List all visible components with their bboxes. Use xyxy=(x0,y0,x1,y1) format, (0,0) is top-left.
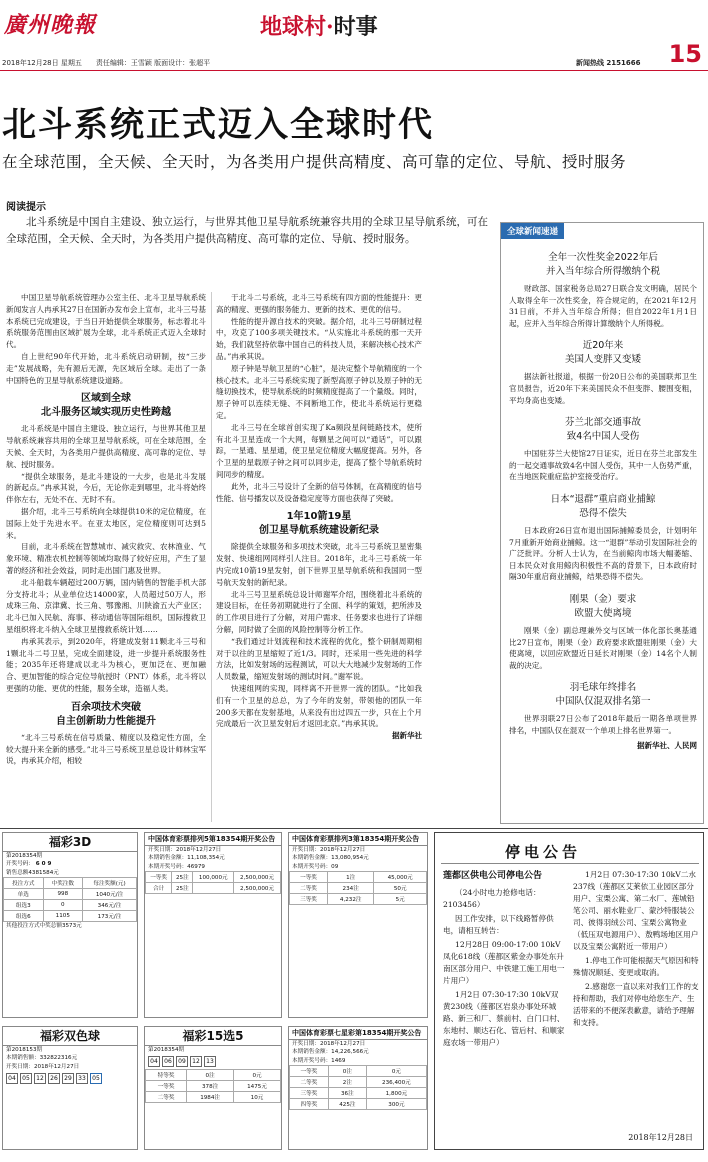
table-cell: 5元 xyxy=(374,894,427,905)
mid-rule xyxy=(0,828,708,829)
newspaper-logo: 廣州晚報 xyxy=(4,12,97,38)
table-row xyxy=(4,889,137,900)
lottery-title: 福彩3D xyxy=(3,833,137,852)
table-cell: 234注 xyxy=(328,883,374,894)
lottery-line: 开奖日期：2018年12月27日 xyxy=(292,1041,366,1047)
section-heading-line: 1年10箭19星 xyxy=(286,511,352,523)
brief-heading-line: 并入当年综合所得缴纳个税 xyxy=(545,266,660,277)
table-cell: 0注 xyxy=(187,1070,234,1081)
section-heading xyxy=(216,510,422,538)
news-brief-list xyxy=(509,251,697,751)
table-cell: 1105 xyxy=(43,911,83,922)
brief-heading-line: 美国人变胖又变矮 xyxy=(564,354,641,366)
table-cell: 2,500,000元 xyxy=(234,872,281,883)
brief-heading xyxy=(509,493,697,521)
date-editor-line: 2018年12月28日 星期五 责任编辑：王雪颖 版面设计：张超平 xyxy=(2,59,211,67)
table-cell: 三等奖 xyxy=(290,894,328,905)
paragraph: 2.感谢您一直以来对我们工作的支持和帮助，我们对停电给您生产、生活带来的不便深表歉意，请给予理解和支持。 xyxy=(573,982,699,1027)
lottery-line: 开奖日期：2018年12月27日 xyxy=(148,847,222,853)
lottery-line: 本期开奖号码：46979 xyxy=(148,863,205,870)
section-title xyxy=(260,10,378,41)
lottery-p3 xyxy=(288,832,428,1018)
table-row xyxy=(4,900,137,911)
brief-heading xyxy=(509,593,697,621)
notice-divider xyxy=(441,863,699,864)
lottery-ball: 29 xyxy=(62,1073,74,1084)
article-column-2 xyxy=(216,292,422,822)
table-cell: 一等奖 xyxy=(146,872,172,883)
table-cell: 组选6 xyxy=(4,911,44,922)
lottery-table xyxy=(145,871,281,894)
section-title-part-b: 时事 xyxy=(333,14,378,40)
brief-heading-line: 芬兰北部交通事故 xyxy=(564,417,641,429)
brief-heading-line: 刚果（金）要求 xyxy=(569,593,637,605)
lottery-ball: 04 xyxy=(6,1073,18,1084)
table-row xyxy=(146,1081,281,1092)
section-heading xyxy=(6,392,206,420)
paragraph: “提供全球服务，是北斗建设的一大步，也是北斗发展的新起点。”冉承其说，今后，无论你走到哪里，北斗将始终伴你左右，无处不在、无时不有。 xyxy=(6,471,206,505)
table-cell: 二等奖 xyxy=(290,1077,329,1088)
paragraph: 据介绍，北斗三号系统向全球提供10米的定位精度，在国际上处于先进水平。在亚太地区，定位精度则可达到5米。 xyxy=(6,506,206,540)
paragraph: 快速组网的实现，同样离不开世界一流的团队。“比如我们有一个卫星的总总，为了今年的发射，带领他的团队一年200多天都在发射基地，从来没有出过四五一步，只在上个月完成最后一次卫星发射后才返回北京。”冉承其说。 xyxy=(216,683,422,729)
lottery-line: 本期销售金额：11,108,354元 xyxy=(148,855,225,862)
table-header: 中奖注数 xyxy=(43,878,83,889)
brief-heading-line: 恐得不偿失 xyxy=(579,507,627,519)
table-header: 投注方式 xyxy=(4,878,44,889)
lottery-title: 中国体育彩票七星彩第18354期开奖公告 xyxy=(289,1027,427,1040)
lottery-title: 福彩15选5 xyxy=(145,1027,281,1046)
table-cell: 0 xyxy=(43,900,83,911)
brief-heading-line: 日本“退群”重启商业捕鲸 xyxy=(550,493,656,505)
table-cell xyxy=(193,883,234,894)
table-cell: 1,800元 xyxy=(366,1088,426,1099)
section-heading-line: 自主创新助力性能提升 xyxy=(56,715,156,727)
lottery-table xyxy=(289,1065,427,1110)
lottery-table xyxy=(3,877,137,922)
lottery-15x5 xyxy=(144,1026,282,1150)
paragraph: 1月2日 07:30-17:30 10kV二水237线（莲都区艾莱依工业园区部分用户、宝栗公寓、第二水厂、莲城铅笔公司、丽水鞋业厂、蒙沙特服装公司、彼得羽绒公司、宝栗公寓物业（低压双电源用户）、敖鸭场地区用户以及宝栗公寓附近一带用户） xyxy=(573,870,699,951)
lottery-line: 销售总额4381584元 xyxy=(6,869,59,876)
brief-credit: 据新华社、人民网 xyxy=(637,741,697,751)
table-cell: 0元 xyxy=(234,1070,281,1081)
table-cell: 378注 xyxy=(187,1081,234,1092)
article-credit: 据新华社 xyxy=(392,731,422,741)
winning-number: 6 0 9 xyxy=(35,861,52,868)
column-divider xyxy=(211,292,212,822)
table-cell: 998 xyxy=(43,889,83,900)
ball-row xyxy=(3,1071,137,1086)
table-header: 每注奖额(元) xyxy=(83,878,137,889)
lottery-title: 中国体育彩票排列5第18354期开奖公告 xyxy=(145,833,281,846)
brief-heading-line: 近20年来 xyxy=(582,340,624,352)
brief-heading xyxy=(509,416,697,444)
table-cell: 一等奖 xyxy=(290,1066,329,1077)
paragraph: 冉承其表示，到2020年，将建成发射11颗北斗三号和1颗北斗二号卫星，完成全面建设，进一步提升系统服务性能；2035年还将建成以北斗为核心，更加泛在、更加融合、更加智能的综合定位导航授时（PNT）体系，北斗将以更强的功能、更优的性能，服务全球，造福人类。 xyxy=(6,636,206,693)
table-row xyxy=(290,1099,427,1110)
paragraph: “北斗三号系统在信号质量、精度以及稳定性方面，全较大提升来全新的感受。”北斗三号系统卫星总设计师林宝军说，冉承其介绍，相较 xyxy=(6,732,206,766)
table-cell: 236,400元 xyxy=(366,1077,426,1088)
table-cell: 100,000元 xyxy=(193,872,234,883)
table-cell: 1注 xyxy=(328,872,374,883)
lottery-line: 第2018354期 xyxy=(148,1047,185,1053)
table-cell: 组选3 xyxy=(4,900,44,911)
table-cell: 合计 xyxy=(146,883,172,894)
paragraph: 除提供全球服务和多项技术突破，北斗三号系统卫星密集发射、快速组网同样引人注目。2018年，北斗三号系统一年内完成10箭19星发射，创下世界卫星导航系统和我国同一型号航天发射的新纪录。 xyxy=(216,542,422,587)
section-heading-line: 创卫星导航系统建设新纪录 xyxy=(259,525,379,537)
notice-column-right xyxy=(573,869,699,1031)
table-cell: 2,500,000元 xyxy=(234,883,281,894)
paragraph: 自上世纪90年代开始，北斗系统启动研制，按“三步走”发展战略，先有源后无源，先区域后全球。走出了一条中国特色的卫星导航系统建设道路。 xyxy=(6,351,206,385)
brief-heading-line: 羽毛球年终排名 xyxy=(569,682,637,694)
table-cell: 173元/注 xyxy=(83,911,137,922)
brief-body: 财政部、国家税务总局27日联合发文明确，居民个人取得全年一次性奖金，符合规定的，在2021年12月31日前，不并入当年综合所得；但自2022年1月1日起，应并入当年综合所得计算缴纳个人所得税。 xyxy=(509,284,697,328)
brief-heading-line: 中国队仅混双排名第一 xyxy=(555,696,651,708)
table-cell: 一等奖 xyxy=(146,1081,187,1092)
table-row xyxy=(290,1088,427,1099)
section-heading-line: 北斗服务区域实现历史性跨越 xyxy=(41,407,171,419)
ball-row xyxy=(145,1054,281,1069)
table-cell: 1475元 xyxy=(234,1081,281,1092)
table-cell: 三等奖 xyxy=(290,1088,329,1099)
headline: 北斗系统正式迈入全球时代 xyxy=(2,105,434,145)
page-number: 15 xyxy=(668,40,702,68)
lottery-line: 第2018153期 xyxy=(6,1047,43,1053)
lottery-ball-blue: 05 xyxy=(90,1073,102,1084)
lottery-fc3d xyxy=(2,832,138,1018)
digest-label: 阅读提示 xyxy=(6,202,46,213)
news-brief-tag: 全球新闻速递 xyxy=(501,223,564,239)
table-cell: 一等奖 xyxy=(290,872,328,883)
table-cell: 二等奖 xyxy=(290,883,328,894)
table-cell: 2注 xyxy=(328,1077,366,1088)
table-row xyxy=(4,911,137,922)
table-cell: 0元 xyxy=(366,1066,426,1077)
table-cell: 四等奖 xyxy=(290,1099,329,1110)
table-cell: 1984注 xyxy=(187,1092,234,1103)
table-cell: 单选 xyxy=(4,889,44,900)
table-cell: 0注 xyxy=(328,1066,366,1077)
brief-body: 日本政府26日宣布退出国际捕鲸委员会，计划明年7月重新开始商业捕鲸。这一“退群”举动引发国际社会的广泛批评。分析人士认为，在当前鲸肉市场大幅萎缩、日本民众对食用鲸肉积极性不高的背景下，日本政府时隔30年重启商业捕鲸，结果恐得不偿失。 xyxy=(509,525,697,582)
table-cell: 346元/注 xyxy=(83,900,137,911)
table-row xyxy=(290,883,427,894)
lottery-line: 本期销售额：332822316元 xyxy=(6,1055,78,1062)
lottery-line-label: 开奖号码： xyxy=(6,861,34,868)
table-cell: 300元 xyxy=(366,1099,426,1110)
lottery-footer: 其他投注方式中奖总额3573元 xyxy=(6,923,82,930)
lottery-line: 本期开奖号码：1469 xyxy=(292,1057,346,1064)
table-cell: 45,000元 xyxy=(374,872,427,883)
section-heading xyxy=(6,701,206,729)
lottery-ball: 33 xyxy=(76,1073,88,1084)
news-brief-box xyxy=(500,222,704,824)
table-cell: 25注 xyxy=(172,872,193,883)
lottery-line: 本期销售金额：13,080,954元 xyxy=(292,855,369,862)
brief-body: 世界羽联27日公布了2018年最后一期各单项世界排名，中国队仅在混双一个单项上排名世界第一。 xyxy=(509,714,697,735)
brief-body: 中国驻芬兰大使馆27日证实，近日在芬兰北部发生的一起交通事故致4名中国人受伤，其中一人伤势严重，在当地医院重症监护室接受治疗。 xyxy=(509,449,697,482)
paragraph: 北斗三号在全球首创实现了Ka频段星间链路技术，使所有北斗卫星连成一个大网，每颗星之间可以“通话”，可以跟踪，一星通、星星通，使卫星定位精度大幅度提高。另外，各个卫星的星载原子钟之间可以同步走，提高了整个导航系统时间同步的精度。 xyxy=(216,422,422,479)
brief-heading-line: 全年一次性奖金2022年后 xyxy=(548,252,658,263)
lottery-line: 开奖日期：2018年12月27日 xyxy=(292,847,366,853)
paragraph: 此外，北斗三号设计了全新的信号体制，在高精度的信号性能、信号播发以及设备稳定度等方面也获得了突破。 xyxy=(216,481,422,503)
lottery-ball: 09 xyxy=(176,1056,188,1067)
paragraph: 目前，北斗系统在智慧城市、减灾救灾、农林渔业、气象环境、精准农机控制等领域均取得了较好应用，产生了显著的经济和社会效益，同时走出国门惠及世界。 xyxy=(6,542,206,575)
lottery-table xyxy=(145,1069,281,1103)
table-cell: 二等奖 xyxy=(146,1092,187,1103)
lottery-line: 本期销售金额：14,226,566元 xyxy=(292,1049,369,1056)
table-row xyxy=(290,894,427,905)
digest-text: 北斗系统是中国自主建设、独立运行，与世界其他卫星导航系统兼容共用的全球卫星导航系统，可在全球范围，全天候、全天时，为各类用户提供高精度、高可靠的定位、导航、授时服务。 xyxy=(6,216,488,245)
article-column-1 xyxy=(6,292,206,822)
table-cell: 425注 xyxy=(328,1099,366,1110)
lottery-ball: 04 xyxy=(148,1056,160,1067)
table-cell: 10元 xyxy=(234,1092,281,1103)
table-cell: 36注 xyxy=(328,1088,366,1099)
table-cell: 25注 xyxy=(172,883,193,894)
notice-column-left xyxy=(443,869,565,1051)
table-row xyxy=(290,1066,427,1077)
lottery-line xyxy=(3,860,137,868)
paragraph: 原子钟是导航卫星的“心脏”，是决定整个导航精度的一个核心技术。北斗三号系统实现了新型高原子钟以及原子钟的无缝切换技术，使导航系统的时频精度提高了一个量级。同时，原子钟可以连续无缝、不间断地工作，使北斗系统运行更稳定。 xyxy=(216,363,422,420)
brief-heading xyxy=(509,681,697,709)
paragraph: “我们通过计划流程和技术流程的优化，整个研制周期相对于以往的卫星缩短了近1/3。同时，还采用一些先进的科学方法，比如发射场的远程测试，可以大大地减少发射场的工作人员数量，缩短发射场的测试时间。”谢军说。 xyxy=(216,636,422,682)
lottery-ball: 05 xyxy=(20,1073,32,1084)
brief-heading-line: 致4名中国人受伤 xyxy=(566,431,640,443)
table-cell: 4,232注 xyxy=(328,894,374,905)
table-header-row xyxy=(4,878,137,889)
power-outage-notice xyxy=(434,832,704,1150)
table-cell: 1040元/注 xyxy=(83,889,137,900)
lottery-ball: 12 xyxy=(34,1073,46,1084)
paragraph: 中国卫星导航系统管理办公室主任、北斗卫星导航系统新闻发言人冉承其27日在国新办发布会上宣布，北斗三号基本系统已完成建设，于当日开始提供全球服务，标志着北斗系统服务范围由区域扩展为全球，北斗系统正式迈入全球时代。 xyxy=(6,293,206,350)
news-hotline: 新闻热线 2151666 xyxy=(576,59,641,67)
lottery-qxc xyxy=(288,1026,428,1150)
table-row xyxy=(290,872,427,883)
brief-body: 据法新社报道，根据一份20日公布的美国联邦卫生官员报告，近20年下来美国民众不但变胖、腰围变粗，平均身高也变矮。 xyxy=(509,372,697,405)
paragraph: 因工作安排，以下线路暂停供电，请相互转告： xyxy=(443,914,554,935)
lottery-table xyxy=(289,871,427,905)
lottery-line: 第2018354期 xyxy=(6,853,43,859)
paragraph: 于北斗二号系统，北斗三号系统有四方面的性能提升：更高的精度、更强的服务能力、更新的技术、更优的信号。 xyxy=(216,293,422,314)
table-row xyxy=(146,883,281,894)
brief-heading xyxy=(509,251,697,279)
lottery-ball: 06 xyxy=(162,1056,174,1067)
paragraph: 北斗系统是中国自主建设、独立运行，与世界其他卫星导航系统兼容共用的全球卫星导航系统，可在全球范围，全天候、全天时，为各类用户提供高精度、高可靠的定位、导航、授时服务。 xyxy=(6,424,206,469)
brief-heading xyxy=(509,339,697,367)
section-title-part-a: 地球村· xyxy=(260,14,334,40)
lottery-ball: 12 xyxy=(190,1056,202,1067)
lottery-title: 中国体育彩票排列3第18354期开奖公告 xyxy=(289,833,427,846)
lottery-title: 福彩双色球 xyxy=(3,1027,137,1046)
brief-heading-line: 欧盟大使离境 xyxy=(574,607,632,619)
table-row xyxy=(146,1092,281,1103)
subheadline: 在全球范围，全天候、全天时，为各类用户提供高精度、高可靠的定位、导航、授时服务 xyxy=(2,153,627,171)
notice-org: 莲都区供电公司停电公告 xyxy=(443,871,543,881)
notice-title: 停电公告 xyxy=(505,843,582,861)
lottery-line: 本期开奖号码：09 xyxy=(292,863,339,870)
paragraph: 1.停电工作可能根据天气原因和特殊情况顺延、变更或取消。 xyxy=(573,956,699,977)
paragraph: 性能的提升源自技术的突破。据介绍，北斗三号研制过程中，攻克了100多项关键技术。“从实施北斗系统的那一天开始，我们就坚持依靠中国自己的科技人员，来解决核心技术产品。”冉承其说。 xyxy=(216,316,422,361)
paragraph: 北斗三号卫星系统总设计师谢军介绍，围绕着北斗系统的建设目标，在任务初期就进行了全面、科学的策划，把所涉及的工作项目进行了分解，对用户需求、任务要求也进行了详细分解，同时做了全面的风险控制等分析工作。 xyxy=(216,589,422,634)
lottery-double-color-ball xyxy=(2,1026,138,1150)
table-row xyxy=(146,1070,281,1081)
notice-date: 2018年12月28日 xyxy=(628,1133,693,1142)
paragraph: 北斗船载车辆超过200万辆，国内销售的智能手机大部分支持北斗；从业单位达14000家，人员超过50万人，形成珠三角、京津冀、长三角、鄂豫湘、川陕渝五大产业区；北斗已加入民航、海事、移动通信等国际组织，国际搜救卫星组织将北斗纳入全球卫星搜救系统计划…… xyxy=(6,577,206,634)
table-cell: 特等奖 xyxy=(146,1070,187,1081)
paragraph: （24小时电力抢修电话：2103456） xyxy=(443,888,541,909)
lottery-ball: 13 xyxy=(204,1056,216,1067)
table-row xyxy=(290,1077,427,1088)
section-heading-line: 区域到全球 xyxy=(81,393,131,405)
lottery-line: 开奖日期：2018年12月27日 xyxy=(6,1063,80,1070)
section-heading-line: 百余项技术突破 xyxy=(71,701,141,713)
table-cell: 50元 xyxy=(374,883,427,894)
top-rule xyxy=(0,70,708,71)
lottery-p5 xyxy=(144,832,282,1018)
table-row xyxy=(146,872,281,883)
brief-body: 刚果（金）副总理兼外交与区域一体化部长奥基通比27日宣布，刚果（金）政府要求欧盟驻刚果（金）大使离境，以回应欧盟近日延长对刚果（金）14名个人制裁的决定。 xyxy=(509,625,697,670)
lottery-ball: 26 xyxy=(48,1073,60,1084)
paragraph: 12月28日 09:00-17:00 10kV凤化618线（莲都区紫金办事处东升南区部分用户、中铁建工施工用电一片用户） xyxy=(443,940,565,985)
paragraph: 1月2日 07:30-17:30 10kV双黄230线（莲都区岩泉办事处环城路、新三和厂、蔡前村、白门口村、东地村、顺达石化、管后村、和顺家庭农场一带用户） xyxy=(443,990,565,1047)
